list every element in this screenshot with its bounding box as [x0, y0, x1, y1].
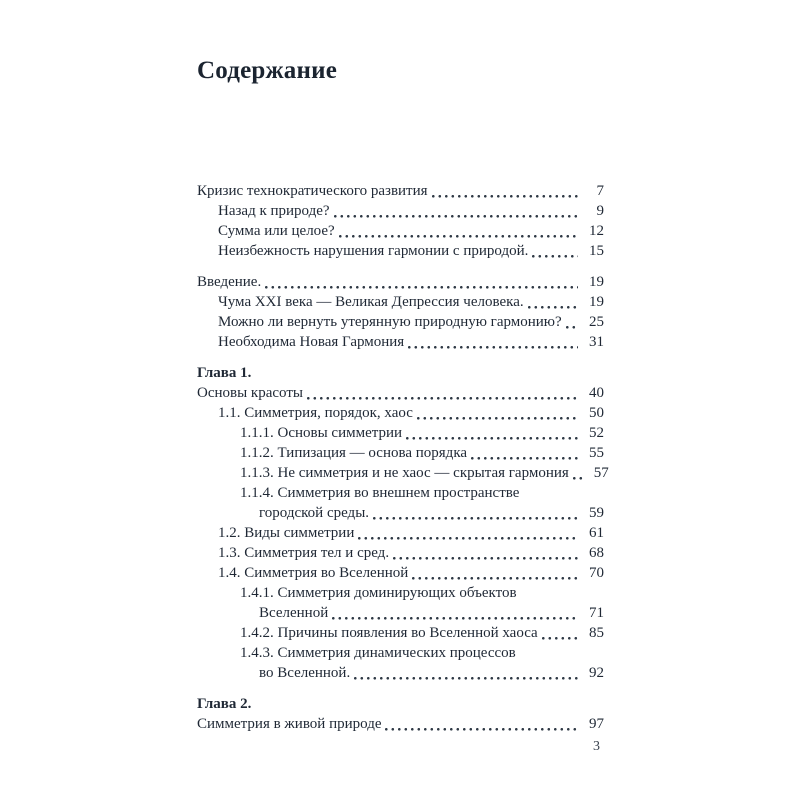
toc-entry-label: Введение.	[197, 274, 262, 290]
dot-leader	[528, 306, 578, 309]
footer-page-number: 3	[593, 739, 600, 754]
toc-entry	[197, 563, 604, 583]
toc-entry-label: 1.4. Симметрия во Вселенной	[218, 565, 409, 581]
toc-entry	[197, 312, 604, 332]
toc-entry-page: 25	[589, 314, 604, 330]
toc-entry-label: Глава 2.	[197, 696, 252, 712]
toc-entry-page: 59	[589, 505, 604, 521]
toc-entry-label: Необходима Новая Гармония	[218, 334, 405, 350]
toc-entry	[197, 292, 604, 312]
dot-leader	[307, 397, 578, 400]
toc-entry	[197, 694, 604, 714]
toc-entry	[197, 423, 604, 443]
dot-leader	[412, 577, 578, 580]
toc-entry	[197, 403, 604, 423]
toc-entry-label: Можно ли вернуть утерянную природную гармонию?	[218, 314, 562, 330]
toc-entry-label: 1.1. Симметрия, порядок, хаос	[218, 405, 413, 421]
dot-leader	[334, 215, 578, 218]
dot-leader	[358, 537, 578, 540]
dot-leader	[432, 195, 578, 198]
toc-entry-page: 52	[589, 425, 604, 441]
dot-leader	[406, 437, 578, 440]
toc-entry	[197, 623, 604, 643]
dot-leader	[373, 517, 578, 520]
toc-entry-page: 55	[589, 445, 604, 461]
dot-leader	[385, 728, 578, 731]
toc-entry-label: городской среды.	[259, 505, 370, 521]
toc-entry-label: Кризис технократического развития	[197, 183, 428, 199]
toc-entry	[197, 181, 604, 201]
toc-entry	[197, 332, 604, 352]
toc-entry-label: 1.4.3. Симметрия динамических процессов	[240, 645, 516, 661]
toc-entry	[197, 663, 604, 683]
toc-entry-label: Вселенной	[259, 605, 329, 621]
toc-entry-label: 1.1.2. Типизация — основа порядка	[240, 445, 468, 461]
toc-entry-page: 97	[589, 716, 604, 732]
dot-leader	[532, 255, 578, 258]
toc-entry-label: Сумма или целое?	[218, 223, 335, 239]
toc-entry-label: 1.3. Симметрия тел и сред.	[218, 545, 390, 561]
toc-entry-page: 61	[589, 525, 604, 541]
toc-entry-label: Глава 1.	[197, 365, 252, 381]
toc-entry	[197, 201, 604, 221]
dot-leader	[417, 417, 578, 420]
toc-entry-page: 70	[589, 565, 604, 581]
dot-leader	[265, 286, 578, 289]
toc-entry-label: Чума XXI века — Великая Депрессия человека.	[218, 294, 524, 310]
toc-section-introduction	[197, 272, 604, 352]
dot-leader	[408, 346, 578, 349]
toc-entry-label: 1.4.1. Симметрия доминирующих объектов	[240, 585, 517, 601]
toc-entry	[197, 643, 604, 663]
toc-entry-label: 1.4.2. Причины появления во Вселенной хаоса	[240, 625, 538, 641]
toc-section-opening	[197, 181, 604, 261]
toc-section-chapter-1	[197, 363, 609, 683]
toc-entry-page: 57	[593, 465, 609, 481]
toc-entry-page: 40	[589, 385, 604, 401]
toc-entry-label: 1.1.3. Не симметрия и не хаос — скрытая гармония	[240, 465, 569, 481]
toc-entry	[197, 523, 604, 543]
toc-entry-page: 12	[589, 223, 604, 239]
toc-entry-page: 68	[589, 545, 604, 561]
toc	[197, 181, 609, 734]
toc-section-chapter-2	[197, 694, 604, 734]
toc-entry-page: 50	[589, 405, 604, 421]
toc-entry-label: Назад к природе?	[218, 203, 330, 219]
dot-leader	[339, 235, 578, 238]
dot-leader	[566, 326, 578, 329]
toc-entry-label: 1.1.1. Основы симметрии	[240, 425, 403, 441]
toc-entry-label: Симметрия в живой природе	[197, 716, 382, 732]
toc-entry-page: 15	[589, 243, 604, 259]
toc-entry-page: 19	[589, 274, 604, 290]
toc-entry	[197, 603, 604, 623]
toc-entry	[197, 241, 604, 261]
page-title: Содержание	[197, 57, 338, 84]
toc-entry	[197, 583, 604, 603]
toc-entry-label: Неизбежность нарушения гармонии с природой.	[218, 243, 529, 259]
toc-entry-label: Основы красоты	[197, 385, 303, 401]
toc-entry	[197, 272, 604, 292]
dot-leader	[471, 457, 578, 460]
toc-entry-page: 31	[589, 334, 604, 350]
dot-leader	[332, 617, 578, 620]
toc-entry-page: 92	[589, 665, 604, 681]
toc-entry-label: во Вселенной.	[259, 665, 351, 681]
toc-entry	[197, 483, 604, 503]
dot-leader	[354, 677, 578, 680]
toc-entry-page: 9	[596, 203, 604, 219]
toc-content	[197, 56, 609, 745]
dot-leader	[542, 637, 578, 640]
toc-entry	[197, 714, 604, 734]
toc-entry-label: 1.1.4. Симметрия во внешнем пространстве	[240, 485, 520, 501]
toc-entry	[197, 543, 604, 563]
toc-entry	[197, 363, 604, 383]
toc-entry	[197, 443, 604, 463]
toc-entry	[197, 463, 609, 483]
toc-entry-page: 85	[589, 625, 604, 641]
toc-entry	[197, 221, 604, 241]
dot-leader	[393, 557, 578, 560]
toc-entry-page: 71	[589, 605, 604, 621]
toc-entry-page: 19	[589, 294, 604, 310]
toc-entry-page: 7	[596, 183, 604, 199]
dot-leader	[573, 477, 583, 480]
toc-entry	[197, 383, 604, 403]
toc-entry-label: 1.2. Виды симметрии	[218, 525, 355, 541]
toc-entry	[197, 503, 604, 523]
